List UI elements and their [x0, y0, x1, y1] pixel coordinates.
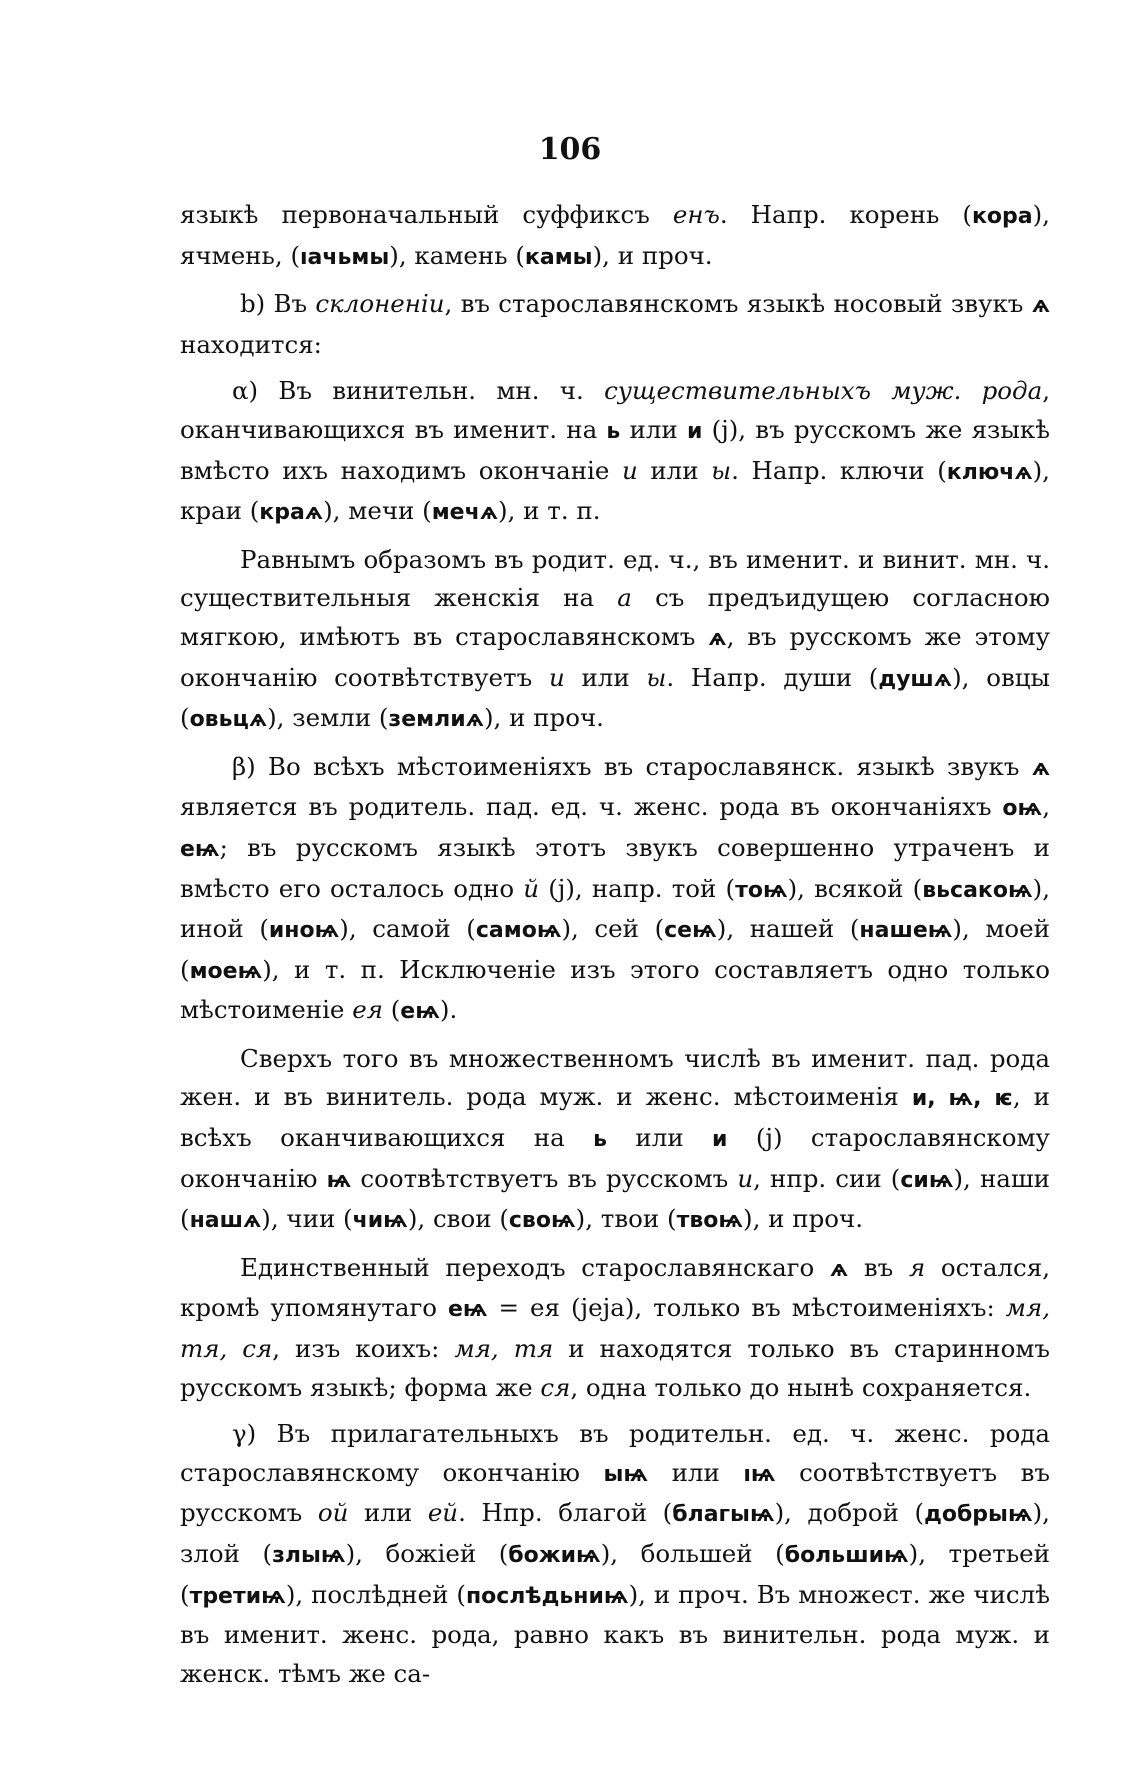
church-slavonic-term: ıачьмы: [300, 244, 390, 270]
text-run: . Нпр. благой (: [458, 1498, 673, 1528]
italic-term: мя, тя: [454, 1334, 554, 1364]
church-slavonic-term: ѧ: [1031, 293, 1050, 319]
church-slavonic-term: своѩ: [508, 1208, 576, 1234]
text-run: ), и проч.: [592, 240, 713, 270]
text-run: остался, кромѣ упомянутаго: [180, 1252, 1050, 1323]
paragraph: [180, 372, 1050, 532]
text-run: ), моей (: [180, 914, 1050, 984]
church-slavonic-term: нашеѩ: [859, 918, 953, 944]
text-run: ), сей (: [561, 914, 665, 944]
text-run: ), земли (: [267, 703, 389, 733]
church-slavonic-term: сеѩ: [664, 918, 717, 944]
italic-term: а: [617, 583, 632, 613]
text-run: , нпр. сии (: [753, 1163, 901, 1193]
church-slavonic-term: ь: [606, 418, 621, 444]
italic-term: ы: [646, 662, 667, 692]
text-run: ), и проч.: [483, 703, 604, 733]
church-slavonic-term: ıѩ: [743, 1461, 776, 1487]
text-run: ), наши (: [180, 1163, 1050, 1234]
text-run: ), свои (: [407, 1204, 509, 1234]
church-slavonic-term: кора: [971, 204, 1033, 229]
text-run: или: [637, 455, 712, 485]
church-slavonic-term: самоѩ: [475, 918, 562, 944]
text-run: ), и т. п.: [498, 496, 601, 526]
text-run: ), самой (: [339, 914, 476, 944]
paragraph: [180, 541, 1050, 740]
text-run: (j), напр. той (: [539, 873, 736, 903]
church-slavonic-term: камы: [524, 244, 593, 270]
text-run: α) Въ винительн. мн. ч.: [232, 376, 605, 406]
italic-term: и: [548, 662, 565, 692]
church-slavonic-term: и: [712, 1127, 728, 1153]
text-run: и находятся только въ старинномъ русскомъ языкѣ; форма же: [180, 1334, 1050, 1402]
text-run: , одна только до нынѣ сохраняется.: [570, 1372, 1032, 1402]
text-run: ), твои (: [575, 1204, 677, 1234]
page-number: 106: [538, 132, 602, 167]
church-slavonic-term: землиѧ: [388, 707, 484, 733]
church-slavonic-term: ѩ: [326, 1167, 352, 1193]
church-slavonic-term: моеѩ: [189, 958, 263, 984]
text-run: или: [348, 1498, 428, 1528]
church-slavonic-term: божиѩ: [508, 1543, 601, 1568]
paragraph: [180, 1249, 1050, 1407]
church-slavonic-term: ѧ: [829, 1256, 849, 1282]
text-run: γ) Въ прилагательныхъ въ родительн. ед. ч. женс. рода старославянскому окончанію: [180, 1419, 1050, 1487]
paragraph: [180, 1415, 1050, 1693]
italic-term: и: [737, 1163, 754, 1193]
text-run: β) Во всѣхъ мѣстоименіяхъ въ старославянск. языкѣ звукъ: [232, 751, 1032, 781]
text-run: или: [620, 414, 687, 444]
church-slavonic-term: вьсакоѩ: [922, 877, 1033, 903]
italic-term: енъ: [672, 200, 720, 229]
text-run: (j) старославянскому окончанію: [180, 1123, 1050, 1193]
church-slavonic-term: овьцѧ: [189, 707, 268, 733]
text-run: ), доброй (: [774, 1498, 925, 1528]
text-run: Сверхъ того въ множественномъ числѣ въ именит. пад. рода жен. и въ винитель. рода муж. и женс. мѣстоименія: [180, 1043, 1050, 1112]
text-run: Равнымъ образомъ въ родит. ед. ч., въ именит. и винит. мн. ч. существительныя женскія на: [180, 544, 1050, 613]
text-run: , и всѣхъ оканчивающихся на: [180, 1082, 1050, 1153]
italic-term: ся: [540, 1372, 571, 1402]
church-slavonic-term: злыѩ: [272, 1543, 346, 1568]
text-run: языкѣ первоначальный суффиксъ: [180, 200, 673, 229]
church-slavonic-term: ключѧ: [946, 459, 1033, 485]
church-slavonic-term: благыѩ: [672, 1502, 775, 1528]
text-run: ), третьей (: [180, 1539, 1050, 1609]
text-run: , оканчивающихся въ именит. на: [180, 376, 1050, 444]
text-run: (j), въ русскомъ же языкѣ вмѣсто ихъ находимъ окончаніе: [180, 414, 1050, 485]
church-slavonic-term: и: [686, 418, 703, 444]
text-run: , изъ коихъ:: [272, 1334, 455, 1364]
church-slavonic-term: мечѧ: [431, 500, 499, 526]
italic-term: ой: [317, 1498, 349, 1528]
text-run: ), и т. п. Исключеніе изъ этого составляетъ одно только мѣстоименіе: [180, 954, 1050, 1025]
paragraph: [180, 1040, 1050, 1241]
text-run: ,: [1042, 792, 1050, 822]
text-run: ), и проч.: [743, 1204, 864, 1234]
text-run: или: [564, 662, 647, 692]
italic-term: й: [523, 873, 540, 903]
paragraph: [180, 196, 1050, 277]
italic-term: ей: [427, 1498, 459, 1528]
text-run: b) Въ: [240, 289, 316, 319]
text-run: . Напр. души (: [666, 662, 879, 692]
text-run: соотвѣтствуетъ въ русскомъ: [180, 1457, 1050, 1528]
text-run: ), овцы (: [180, 662, 1050, 733]
text-run: ), камень (: [389, 240, 525, 270]
church-slavonic-term: ѧ: [1031, 755, 1050, 781]
italic-term: я: [908, 1252, 926, 1282]
church-slavonic-term: твоѩ: [676, 1208, 744, 1234]
italic-term: ея: [352, 995, 383, 1025]
text-run: съ предъидущею согласною мягкою, имѣютъ въ старославянскомъ: [180, 583, 1050, 651]
church-slavonic-term: послѣдьниѩ: [465, 1583, 629, 1609]
church-slavonic-term: ыѩ: [603, 1461, 649, 1487]
text-run: въ: [848, 1252, 909, 1282]
italic-term: мя, тя, ся: [180, 1293, 1050, 1364]
text-run: ), большей (: [600, 1539, 785, 1568]
paragraph: [180, 285, 1050, 364]
church-slavonic-term: ь: [593, 1127, 608, 1153]
church-slavonic-term: чиѩ: [352, 1208, 408, 1234]
church-slavonic-term: ѧ: [708, 625, 727, 651]
text-run: ; въ русскомъ языкѣ этотъ звукъ совершенно утраченъ и вмѣсто его осталось одно: [180, 832, 1050, 903]
text-run: ), нашей (: [716, 914, 860, 944]
text-run: , въ русскомъ же этому окончанію соотвѣтствуетъ: [180, 621, 1050, 692]
church-slavonic-term: добрыѩ: [924, 1502, 1033, 1528]
church-slavonic-term: большиѩ: [784, 1543, 909, 1568]
text-run: ), мечи (: [323, 496, 432, 526]
church-slavonic-term: и, ѩ, ѥ: [911, 1086, 1013, 1112]
text-run: ), и проч. Въ множест. же числѣ въ именит. женс. рода, равно какъ въ винительн. рода муж. и женск. тѣмъ же са-: [180, 1579, 1050, 1688]
church-slavonic-term: еѩ: [448, 1297, 488, 1323]
text-run: ).: [439, 995, 458, 1025]
church-slavonic-term: нашѧ: [189, 1208, 262, 1234]
text-run: (: [382, 995, 401, 1025]
text-run: Единственный переходъ старославянскаго: [240, 1252, 830, 1282]
church-slavonic-term: третиѩ: [189, 1583, 286, 1609]
italic-term: и: [621, 455, 638, 485]
body-text: [180, 196, 1050, 1701]
church-slavonic-term: иноѩ: [268, 918, 340, 944]
text-run: соотвѣтствуетъ въ русскомъ: [351, 1163, 738, 1193]
text-run: ), злой (: [180, 1498, 1050, 1568]
church-slavonic-term: краѧ: [259, 500, 324, 526]
text-run: ), послѣдней (: [285, 1579, 466, 1609]
text-run: является въ родитель. пад. ед. ч. женс. рода въ окончаніяхъ: [180, 792, 1003, 822]
text-run: ), всякой (: [787, 873, 923, 903]
text-run: . Напр. корень (: [719, 200, 972, 229]
text-run: или: [607, 1123, 713, 1153]
italic-term: ы: [711, 455, 732, 485]
church-slavonic-term: еѩ: [180, 836, 220, 862]
italic-term: склоненіи: [315, 289, 445, 319]
italic-term: существительныхъ муж. рода: [604, 376, 1043, 406]
text-run: ), краи (: [180, 455, 1050, 526]
text-run: . Напр. ключи (: [731, 455, 947, 485]
text-run: , въ старославянскомъ языкѣ носовый звукъ: [444, 289, 1032, 319]
church-slavonic-term: душѧ: [878, 666, 953, 692]
text-run: или: [648, 1457, 744, 1487]
text-run: ), ячмень, (: [180, 200, 1050, 270]
paragraph: [180, 748, 1050, 1032]
church-slavonic-term: оѩ: [1002, 796, 1043, 822]
text-run: ), чии (: [261, 1204, 353, 1234]
text-run: находится:: [180, 329, 322, 359]
church-slavonic-term: еѩ: [400, 999, 440, 1025]
text-run: ), божіей (: [345, 1539, 509, 1568]
text-run: ), иной (: [180, 873, 1050, 944]
church-slavonic-term: сиѩ: [900, 1167, 954, 1193]
text-run: = ея (jeja), только въ мѣстоименіяхъ:: [487, 1293, 1006, 1323]
church-slavonic-term: тоѩ: [735, 877, 788, 903]
